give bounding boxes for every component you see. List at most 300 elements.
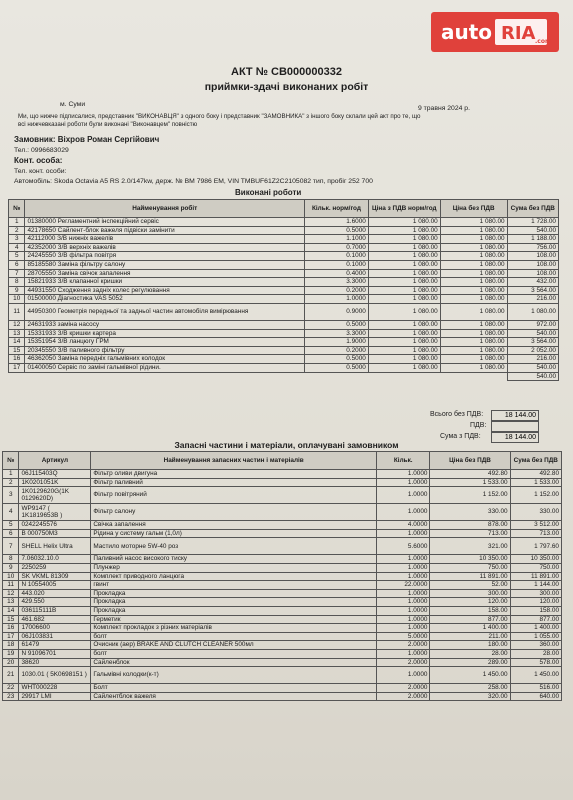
cell-name: Паливний насос високого тиску — [91, 555, 377, 564]
table-row — [3, 529, 562, 538]
cell-sum: 1 144.00 — [510, 581, 561, 590]
total-no-vat: 18 144.00 — [491, 410, 539, 421]
cell-name: Прокладка — [91, 589, 377, 598]
cell-qty: 1.0000 — [377, 624, 430, 633]
autoria-logo[interactable] — [431, 12, 559, 52]
cell-name: 42178650 Сайлент-блок важеля підвіски замінити — [25, 226, 305, 235]
cell-price: 1 080.00 — [440, 243, 507, 252]
cell-qty: 0.2000 — [305, 286, 369, 295]
cell-sum: 492.80 — [510, 470, 561, 479]
table-row — [9, 346, 559, 355]
cell-n: 11 — [3, 581, 19, 590]
col-qty: Кільк. — [377, 452, 430, 470]
cell-n: 20 — [3, 658, 19, 667]
cell-price_vat: 1 080.00 — [368, 260, 440, 269]
cell-price: 1 400.00 — [430, 624, 510, 633]
cell-name: Очисник (аер) BRAKE AND CLUTCH CLEANER 500мл — [91, 641, 377, 650]
table-row — [3, 684, 562, 693]
table-row — [3, 478, 562, 487]
cell-n: 2 — [3, 478, 19, 487]
cell-price_vat: 1 080.00 — [368, 278, 440, 287]
cell-n: 22 — [3, 684, 19, 693]
cell-qty: 22.0000 — [377, 581, 430, 590]
cell-price: 1 080.00 — [440, 320, 507, 329]
cell-art: B 000750M3 — [19, 529, 91, 538]
cell-sum: 1 188.00 — [507, 235, 558, 244]
cell-art: 61479 — [19, 641, 91, 650]
cell-art: 0242245576 — [19, 521, 91, 530]
cell-qty: 0.2000 — [305, 346, 369, 355]
cell-art: 29917 LMI — [19, 692, 91, 701]
preamble-line-1: Ми, що нижче підписалися, представник "ВИКОНАВЦЯ" з одного боку і представник "ЗАМОВНИКА" з іншого боку склали цей акт про те, що — [18, 113, 421, 120]
cell-name: Фільтр паливний — [91, 478, 377, 487]
cell-qty: 2.0000 — [377, 658, 430, 667]
cell-sum: 516.00 — [510, 684, 561, 693]
cell-price: 750.00 — [430, 563, 510, 572]
cell-sum: 216.00 — [507, 295, 558, 304]
cell-sum: 3 564.00 — [507, 338, 558, 347]
cell-qty: 1.1000 — [305, 235, 369, 244]
cell-price: 1 080.00 — [440, 286, 507, 295]
cell-price_vat: 1 080.00 — [368, 329, 440, 338]
cell-price: 180.00 — [430, 641, 510, 650]
cell-name: гвинт — [91, 581, 377, 590]
cell-qty: 1.0000 — [377, 667, 430, 684]
cell-n: 15 — [9, 346, 25, 355]
cell-price_vat: 1 080.00 — [368, 269, 440, 278]
table-row — [9, 363, 559, 372]
cell-price: 300.00 — [430, 589, 510, 598]
cell-empty — [25, 372, 305, 381]
cell-art: WP9147 ( 1K1819653B ) — [19, 504, 91, 521]
cell-n: 18 — [3, 641, 19, 650]
cell-qty: 2.0000 — [377, 692, 430, 701]
cell-price: 320.00 — [430, 692, 510, 701]
table-row — [3, 624, 562, 633]
cell-sum: 1 080.00 — [507, 303, 558, 320]
cell-qty: 1.6000 — [305, 218, 369, 227]
cell-name: 24245550 З/В фільтра повітря — [25, 252, 305, 261]
table-row — [9, 260, 559, 269]
cell-qty: 1.0000 — [377, 606, 430, 615]
cell-name: 44950300 Геометрія передньої та задньої частин автомобіля вимірювання — [25, 303, 305, 320]
cell-name: Сайлентблок важеля — [91, 692, 377, 701]
cell-sum: 1 797.60 — [510, 538, 561, 555]
cell-name: Сайленблок — [91, 658, 377, 667]
logo-suffix: .com — [535, 38, 552, 45]
cell-name: 01380000 Регламентний інспекційний сервіс — [25, 218, 305, 227]
cell-name: болт — [91, 632, 377, 641]
cell-name: Болт — [91, 684, 377, 693]
cell-sum: 1 533.00 — [510, 478, 561, 487]
cell-n: 4 — [3, 504, 19, 521]
works-header-row — [9, 200, 559, 218]
city: м. Суми — [60, 101, 86, 108]
preamble-line-2: всі нижчевказані роботи були виконані "Виконавцем" повністю — [18, 121, 198, 128]
cell-price: 713.00 — [430, 529, 510, 538]
cell-qty: 1.0000 — [377, 598, 430, 607]
cell-qty: 1.0000 — [377, 649, 430, 658]
cell-qty: 0.9000 — [305, 303, 369, 320]
cell-sum: 1 400.00 — [510, 624, 561, 633]
col-price: Ціна без ПДВ — [440, 200, 507, 218]
cell-empty — [440, 372, 507, 381]
col-number: № — [3, 452, 19, 470]
cell-price: 1 080.00 — [440, 338, 507, 347]
cell-art: SK VKML 81309 — [19, 572, 91, 581]
cell-price_vat: 1 080.00 — [368, 218, 440, 227]
act-subtitle: приймки-здачі виконаних робіт — [204, 81, 369, 93]
cell-art: 06J103831 — [19, 632, 91, 641]
cell-sum: 158.00 — [510, 606, 561, 615]
parts-table — [2, 451, 562, 701]
cell-price: 211.00 — [430, 632, 510, 641]
cell-qty: 2.0000 — [377, 684, 430, 693]
cell-name: Фільтр оливи двигуна — [91, 470, 377, 479]
cell-sum: 750.00 — [510, 563, 561, 572]
table-row — [3, 606, 562, 615]
cell-sum: 756.00 — [507, 243, 558, 252]
cell-n: 8 — [3, 555, 19, 564]
cell-qty: 1.0000 — [377, 470, 430, 479]
cell-art: 429.550 — [19, 598, 91, 607]
customer-label: Замовник: — [14, 135, 56, 144]
table-row — [3, 649, 562, 658]
cell-name: 28705550 Заміна свічок запалення — [25, 269, 305, 278]
cell-qty: 1.0000 — [377, 563, 430, 572]
vehicle-info: Автомобіль: Skoda Octavia A5 RS 2.0/147kw, держ. № ВМ 7986 ЕМ, VIN TMBUF61Z2C2105082 тип, пробіг 252 700 — [14, 178, 373, 185]
cell-sum: 713.00 — [510, 529, 561, 538]
cell-n: 16 — [9, 355, 25, 364]
parts-title: Запасні частини і матеріали, оплачувані замовником — [174, 440, 399, 450]
cell-price: 330.00 — [430, 504, 510, 521]
cell-qty: 1.0000 — [377, 529, 430, 538]
cell-qty: 0.4000 — [305, 269, 369, 278]
cell-price: 1 080.00 — [440, 226, 507, 235]
cell-sum: 640.00 — [510, 692, 561, 701]
cell-art: SHELL Helix Ultra — [19, 538, 91, 555]
col-work-name: Найменування робіт — [25, 200, 305, 218]
preamble — [18, 113, 558, 129]
table-row — [3, 555, 562, 564]
table-row — [9, 320, 559, 329]
cell-price_vat: 1 080.00 — [368, 286, 440, 295]
cell-n: 14 — [9, 338, 25, 347]
cell-n: 6 — [9, 260, 25, 269]
cell-name: Комплект приводного ланцюга — [91, 572, 377, 581]
cell-name: Комплект прокладок з різних матеріалів — [91, 624, 377, 633]
cell-price: 1 080.00 — [440, 218, 507, 227]
cell-sum: 3 564.00 — [507, 286, 558, 295]
cell-sum: 3 512.00 — [510, 521, 561, 530]
cell-n: 12 — [9, 320, 25, 329]
cell-price: 1 080.00 — [440, 363, 507, 372]
cell-price: 1 533.00 — [430, 478, 510, 487]
cell-n: 13 — [3, 598, 19, 607]
cell-sum: 540.00 — [507, 226, 558, 235]
table-row — [3, 589, 562, 598]
cell-qty: 1.0000 — [377, 589, 430, 598]
cell-name: Гальмівні колодки(к-т) — [91, 667, 377, 684]
cell-art: 17006600 — [19, 624, 91, 633]
cell-price_vat: 1 080.00 — [368, 355, 440, 364]
vat-label: ПДВ: — [470, 422, 487, 429]
cell-n: 19 — [3, 649, 19, 658]
cell-n: 10 — [3, 572, 19, 581]
cell-name: 85185580 Заміна фільтру салону — [25, 260, 305, 269]
customer-line — [14, 135, 159, 144]
cell-n: 6 — [3, 529, 19, 538]
cell-qty: 0.1000 — [305, 252, 369, 261]
cell-qty: 1.9000 — [305, 338, 369, 347]
cell-price_vat: 1 080.00 — [368, 252, 440, 261]
table-row — [3, 667, 562, 684]
cell-price_vat: 1 080.00 — [368, 363, 440, 372]
cell-name: 01400050 Сервіс по заміні гальмівної рідини. — [25, 363, 305, 372]
customer-name: Віхров Роман Сергійович — [57, 135, 160, 144]
col-article: Артикул — [19, 452, 91, 470]
vat-value — [491, 421, 539, 432]
cell-price: 1 080.00 — [440, 260, 507, 269]
act-title: АКТ № СВ000000332 — [231, 66, 342, 78]
cell-sum: 432.00 — [507, 278, 558, 287]
cell-name: Фільтр салону — [91, 504, 377, 521]
table-row — [9, 286, 559, 295]
cell-price: 52.00 — [430, 581, 510, 590]
cell-n: 9 — [9, 286, 25, 295]
cell-sum: 108.00 — [507, 269, 558, 278]
cell-name: 15351954 З/В ланцюгу ГРМ — [25, 338, 305, 347]
cell-sum: 972.00 — [507, 320, 558, 329]
cell-n: 5 — [3, 521, 19, 530]
cell-n: 8 — [9, 278, 25, 287]
cell-n: 23 — [3, 692, 19, 701]
table-row — [3, 504, 562, 521]
cell-name: 42352000 З/В верхніх важелів — [25, 243, 305, 252]
cell-art: 461.682 — [19, 615, 91, 624]
table-row — [9, 355, 559, 364]
table-row — [9, 252, 559, 261]
cell-n: 13 — [9, 329, 25, 338]
col-hours: Кільк. норм/год — [305, 200, 369, 218]
cell-sum: 108.00 — [507, 260, 558, 269]
cell-art: 036115111B — [19, 606, 91, 615]
cell-price: 1 080.00 — [440, 252, 507, 261]
logo-text: auto — [441, 20, 493, 44]
cell-qty: 5.0000 — [377, 632, 430, 641]
col-price: Ціна без ПДВ — [430, 452, 510, 470]
cell-n: 4 — [9, 243, 25, 252]
cell-empty — [305, 372, 369, 381]
table-row — [9, 243, 559, 252]
cell-qty: 3.3000 — [305, 329, 369, 338]
cell-sum: 1 152.00 — [510, 487, 561, 504]
cell-sum: 877.00 — [510, 615, 561, 624]
table-row — [9, 278, 559, 287]
total-no-vat-label: Всього без ПДВ: — [430, 411, 484, 418]
cell-price_vat: 1 080.00 — [368, 243, 440, 252]
cell-sum: 1 055.00 — [510, 632, 561, 641]
cell-art: 38620 — [19, 658, 91, 667]
cell-qty: 1.0000 — [377, 615, 430, 624]
cell-sum: 120.00 — [510, 598, 561, 607]
col-sum: Сума без ПДВ — [510, 452, 561, 470]
cell-name: Рідина у систему гальм (1,0л) — [91, 529, 377, 538]
cell-sum: 28.00 — [510, 649, 561, 658]
cell-price_vat: 1 080.00 — [368, 346, 440, 355]
cell-n: 1 — [3, 470, 19, 479]
total-vat: 18 144.00 — [491, 432, 539, 443]
cell-qty: 1.0000 — [377, 555, 430, 564]
cell-price: 1 450.00 — [430, 667, 510, 684]
cell-price: 1 080.00 — [440, 346, 507, 355]
cell-name: болт — [91, 649, 377, 658]
cell-price_vat: 1 080.00 — [368, 235, 440, 244]
cell-n: 5 — [9, 252, 25, 261]
cell-price: 1 080.00 — [440, 269, 507, 278]
logo-badge: RIA — [501, 23, 536, 44]
cell-n: 16 — [3, 624, 19, 633]
cell-extra-sum: 540.00 — [507, 372, 558, 381]
cell-qty: 1.0000 — [305, 295, 369, 304]
table-row — [3, 692, 562, 701]
cell-n: 10 — [9, 295, 25, 304]
cell-qty: 0.5000 — [305, 320, 369, 329]
cell-empty — [368, 372, 440, 381]
table-row — [3, 615, 562, 624]
cell-n: 7 — [3, 538, 19, 555]
cell-sum: 300.00 — [510, 589, 561, 598]
cell-sum: 1 728.00 — [507, 218, 558, 227]
cell-qty: 5.6000 — [377, 538, 430, 555]
cell-price: 877.00 — [430, 615, 510, 624]
cell-qty: 4.0000 — [377, 521, 430, 530]
table-row — [9, 226, 559, 235]
cell-price: 492.80 — [430, 470, 510, 479]
cell-name: 44931550 Сходження задніх колес регулювання — [25, 286, 305, 295]
table-row — [3, 487, 562, 504]
table-row — [9, 338, 559, 347]
cell-sum: 10 350.00 — [510, 555, 561, 564]
parts-header-row — [3, 452, 562, 470]
cell-sum: 540.00 — [507, 329, 558, 338]
cell-sum: 11 891.00 — [510, 572, 561, 581]
table-row — [3, 598, 562, 607]
cell-n: 12 — [3, 589, 19, 598]
cell-art: N 10554005 — [19, 581, 91, 590]
cell-n: 9 — [3, 563, 19, 572]
cell-price: 321.00 — [430, 538, 510, 555]
cell-n: 2 — [9, 226, 25, 235]
cell-price: 1 080.00 — [440, 329, 507, 338]
cell-art: 1K0201051K — [19, 478, 91, 487]
cell-price_vat: 1 080.00 — [368, 226, 440, 235]
cell-sum: 108.00 — [507, 252, 558, 261]
cell-sum: 360.00 — [510, 641, 561, 650]
total-vat-label: Сума з ПДВ: — [440, 433, 481, 440]
cell-empty — [9, 372, 25, 381]
cell-art: 7.06032.10.0 — [19, 555, 91, 564]
cell-n: 11 — [9, 303, 25, 320]
cell-price: 1 080.00 — [440, 278, 507, 287]
cell-price_vat: 1 080.00 — [368, 295, 440, 304]
col-part-name: Найменування запасних частин і матеріалів — [91, 452, 377, 470]
act-date: 9 травня 2024 р. — [418, 105, 470, 112]
cell-price: 289.00 — [430, 658, 510, 667]
cell-art: 2250259 — [19, 563, 91, 572]
cell-name: 24631933 заміна насосу — [25, 320, 305, 329]
cell-price: 28.00 — [430, 649, 510, 658]
table-row — [3, 572, 562, 581]
table-row — [9, 218, 559, 227]
cell-name: Свічка запалення — [91, 521, 377, 530]
cell-qty: 0.5000 — [305, 355, 369, 364]
cell-n: 3 — [3, 487, 19, 504]
cell-sum: 330.00 — [510, 504, 561, 521]
cell-art: N 91096701 — [19, 649, 91, 658]
contact-label: Конт. особа: — [14, 156, 63, 165]
cell-qty: 1.0000 — [377, 572, 430, 581]
cell-price: 1 080.00 — [440, 295, 507, 304]
cell-qty: 0.7000 — [305, 243, 369, 252]
cell-name: Герметик — [91, 615, 377, 624]
cell-sum: 2 052.00 — [507, 346, 558, 355]
cell-art: 1K0129620G(1K 0129620D) — [19, 487, 91, 504]
cell-price: 158.00 — [430, 606, 510, 615]
cell-qty: 1.0000 — [377, 504, 430, 521]
table-row — [3, 581, 562, 590]
cell-name: 15331933 З/В кришки картера — [25, 329, 305, 338]
cell-name: Фільтр повітряний — [91, 487, 377, 504]
cell-price_vat: 1 080.00 — [368, 303, 440, 320]
table-row — [3, 658, 562, 667]
cell-price_vat: 1 080.00 — [368, 320, 440, 329]
cell-price: 1 080.00 — [440, 235, 507, 244]
cell-n: 17 — [9, 363, 25, 372]
cell-art: 1030.01 ( 5K0698151 ) — [19, 667, 91, 684]
cell-sum: 578.00 — [510, 658, 561, 667]
col-price-vat: Ціна з ПДВ норм/год — [368, 200, 440, 218]
table-row — [3, 563, 562, 572]
table-row — [9, 329, 559, 338]
autoria-logo-icon — [431, 12, 559, 52]
cell-name: 01500000 Діагностика VAS 5052 — [25, 295, 305, 304]
table-row — [3, 538, 562, 555]
cell-price: 1 080.00 — [440, 355, 507, 364]
cell-art: WHT000228 — [19, 684, 91, 693]
cell-qty: 0.5000 — [305, 226, 369, 235]
table-row — [3, 521, 562, 530]
cell-qty: 0.1000 — [305, 260, 369, 269]
cell-n: 1 — [9, 218, 25, 227]
works-table — [8, 199, 559, 381]
cell-name: Мастило моторне 5W-40 роз — [91, 538, 377, 555]
contact-phone: Тел. конт. особи: — [14, 168, 67, 175]
cell-name: Плунжер — [91, 563, 377, 572]
cell-price: 10 350.00 — [430, 555, 510, 564]
table-row — [3, 632, 562, 641]
cell-qty: 1.0000 — [377, 478, 430, 487]
table-row — [9, 303, 559, 320]
cell-n: 7 — [9, 269, 25, 278]
cell-qty: 3.3000 — [305, 278, 369, 287]
cell-price: 258.00 — [430, 684, 510, 693]
cell-price: 120.00 — [430, 598, 510, 607]
customer-phone: Тел.: 0996683029 — [14, 147, 69, 154]
table-row — [9, 269, 559, 278]
cell-qty: 0.5000 — [305, 363, 369, 372]
cell-name: Прокладка — [91, 598, 377, 607]
